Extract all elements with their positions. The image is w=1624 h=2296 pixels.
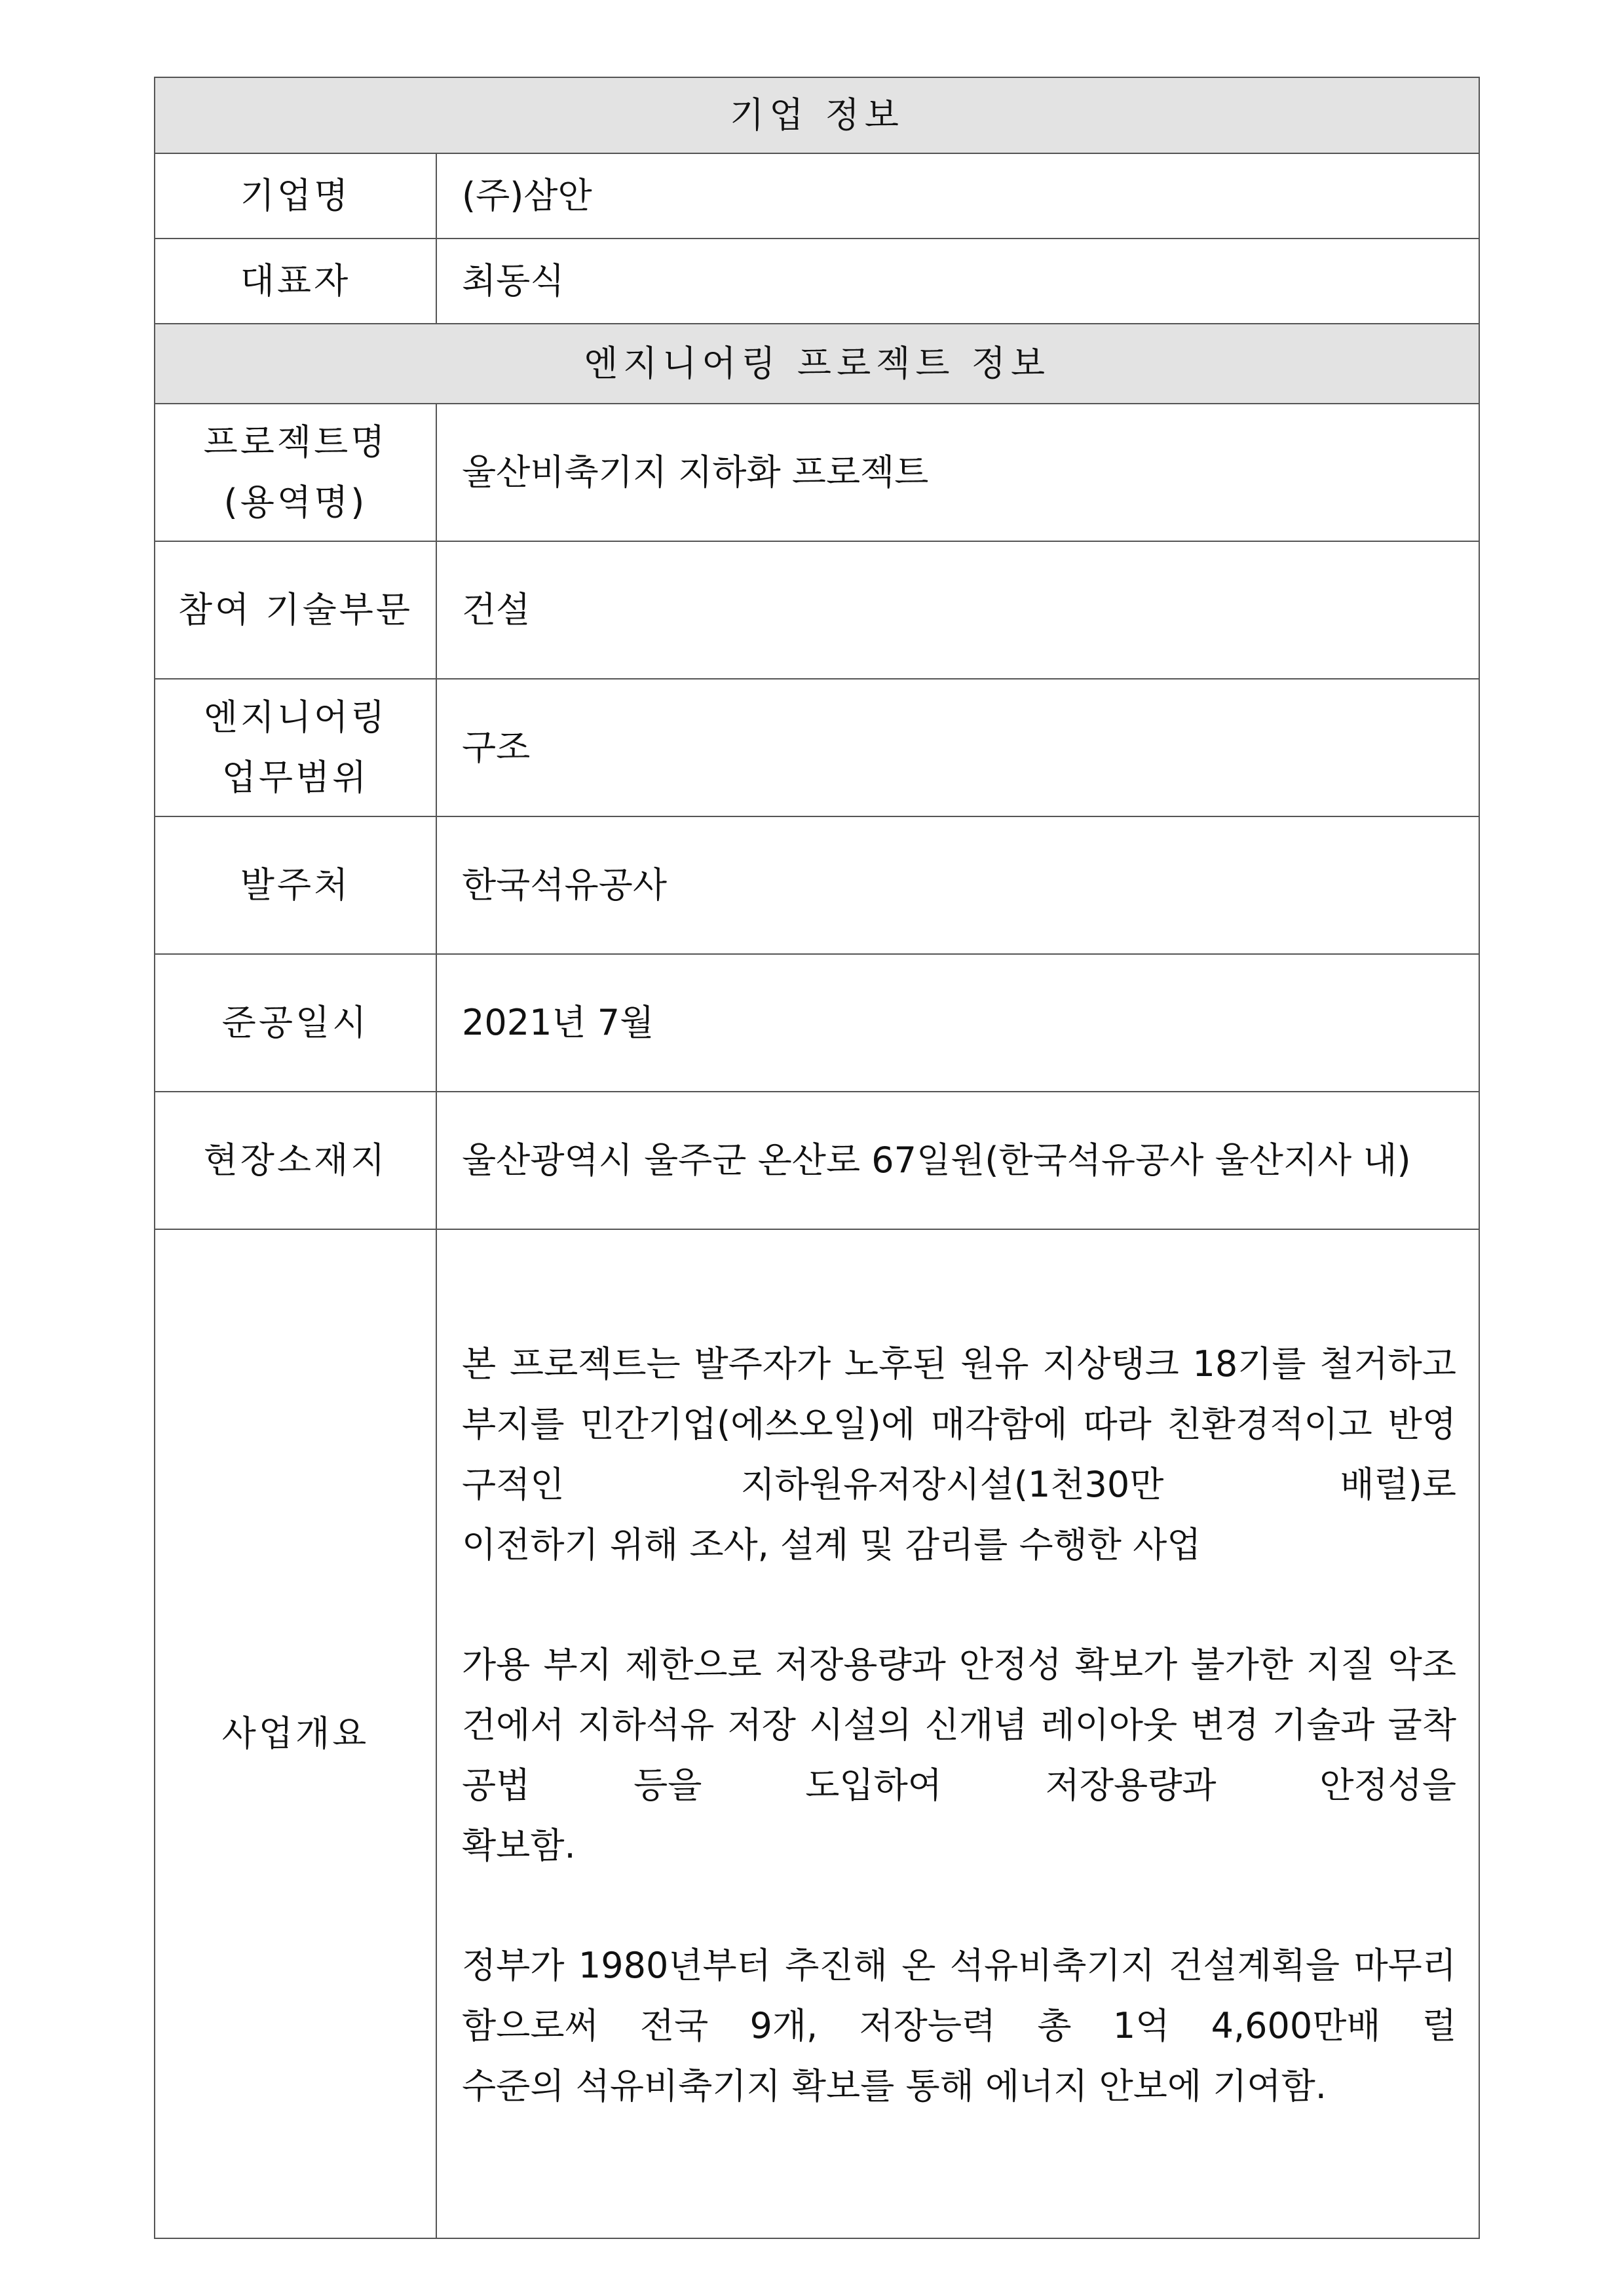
project-name-row	[155, 404, 1479, 541]
company-project-info-table	[154, 77, 1480, 2239]
overview-paragraph-2	[462, 1635, 1456, 1875]
overview-p3-line3: 수준의 석유비축기지 확보를 통해 에너지 안보에 기여함.	[462, 2065, 1327, 2107]
representative-row	[155, 239, 1479, 324]
overview-p2-line4: 확보함.	[462, 1824, 576, 1866]
work-scope-value: 구조	[436, 679, 1479, 816]
overview-p2-line3: 변경 기술과 굴착공법 등을 도입하여 저장용량과 안정성을	[462, 1704, 1457, 1806]
client-value: 한국석유공사	[436, 816, 1479, 954]
project-overview-label: 사업개요	[155, 1229, 436, 2238]
overview-p1-line2: 철거하고 부지를 민간기업(에쓰오일)에 매각함에 따라	[462, 1343, 1457, 1445]
overview-paragraph-1	[462, 1334, 1456, 1575]
tech-field-row	[155, 541, 1479, 679]
company-name-label: 기업명	[155, 153, 436, 239]
project-name-value: 울산비축기지 지하화 프로젝트	[436, 404, 1479, 541]
work-scope-label-line1: 엔지니어링	[203, 697, 388, 738]
tech-field-label: 참여 기술부문	[155, 541, 436, 679]
client-row	[155, 816, 1479, 954]
site-location-label: 현장소재지	[155, 1092, 436, 1229]
completion-date-value: 2021년 7월	[436, 954, 1479, 1092]
company-name-row	[155, 153, 1479, 239]
completion-date-row	[155, 954, 1479, 1092]
project-name-label-line2: (용역명)	[223, 482, 368, 523]
work-scope-label	[155, 679, 436, 816]
work-scope-row	[155, 679, 1479, 816]
project-section-title: 엔지니어링 프로젝트 정보	[155, 324, 1479, 404]
overview-p1-line3: 친환경적이고 반영구적인 지하원유저장시설(1천30만 배럴)로	[462, 1403, 1457, 1505]
tech-field-value: 건설	[436, 541, 1479, 679]
site-location-value: 울산광역시 울주군 온산로 67일원(한국석유공사 울산지사 내)	[436, 1092, 1479, 1229]
work-scope-label-line2: 업무범위	[221, 757, 369, 798]
overview-paragraph-3	[462, 1936, 1456, 2116]
project-overview-row	[155, 1229, 1479, 2238]
site-location-row	[155, 1092, 1479, 1229]
company-section-header-row	[155, 77, 1479, 153]
overview-p2-line1: 가용 부지 제한으로 저장용량과 안정성 확보가 불가한	[462, 1644, 1293, 1686]
overview-p3-line2: 마무리함으로써 전국 9개, 저장능력 총 1억 4,600만배 럴	[462, 1945, 1457, 2047]
project-section-header-row	[155, 324, 1479, 404]
representative-value: 최동식	[436, 239, 1479, 324]
overview-p1-line1: 본 프로젝트는 발주자가 노후된 원유 지상탱크 18기를	[462, 1343, 1306, 1385]
overview-p3-line1: 정부가 1980년부터 추진해 온 석유비축기지 건설계획을	[462, 1945, 1340, 1987]
overview-p1-line4: 이전하기 위해 조사, 설계 및 감리를 수행한 사업	[462, 1523, 1201, 1565]
company-section-title: 기업 정보	[155, 77, 1479, 153]
representative-label: 대표자	[155, 239, 436, 324]
company-name-value: (주)삼안	[436, 153, 1479, 239]
completion-date-label: 준공일시	[155, 954, 436, 1092]
project-overview-content	[436, 1229, 1479, 2238]
client-label: 발주처	[155, 816, 436, 954]
overview-p2-line2: 지질 악조건에서 지하석유 저장 시설의 신개념 레이아웃	[462, 1644, 1456, 1746]
project-name-label	[155, 404, 436, 541]
project-name-label-line1: 프로젝트명	[203, 421, 388, 463]
